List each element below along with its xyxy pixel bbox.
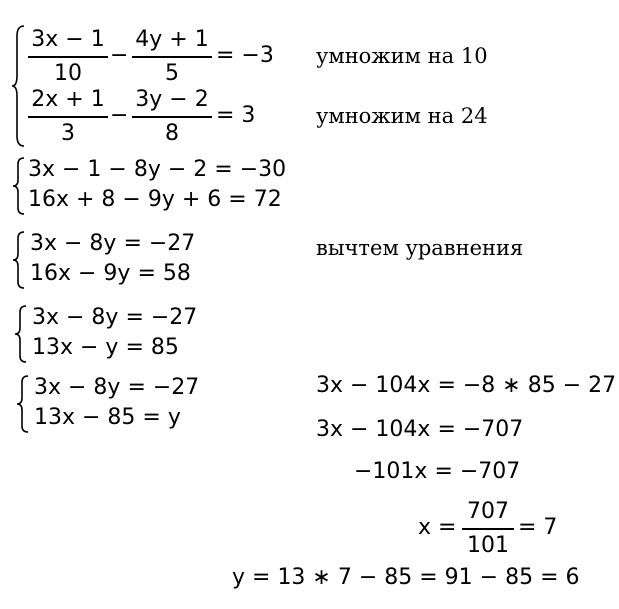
solution-step4-lhs: x = xyxy=(418,515,457,540)
solution-step2: 3x − 104x = −707 xyxy=(316,417,524,442)
fraction-numerator: 3x − 1 xyxy=(31,27,105,52)
system1-eq2-minus: − xyxy=(110,103,129,128)
system2-line1: 3x − 1 − 8y − 2 = −30 xyxy=(28,157,287,182)
system1-eq1-rhs: = −3 xyxy=(216,43,274,68)
fraction-denominator: 10 xyxy=(54,61,82,86)
fraction-bar xyxy=(462,528,514,530)
system3-line1: 3x − 8y = −27 xyxy=(30,231,196,256)
fraction-denominator: 101 xyxy=(467,533,509,558)
fraction-bar xyxy=(28,116,108,118)
fraction-bar xyxy=(28,56,108,58)
system3-note: вычтем уравнения xyxy=(316,236,524,260)
solution-step4-rhs: = 7 xyxy=(518,515,558,540)
system5-line2: 13x − 85 = y xyxy=(34,405,181,430)
system1-eq1-frac1 xyxy=(28,28,108,86)
system1-note1: умножим на 10 xyxy=(316,44,488,68)
system4-brace xyxy=(12,304,28,364)
fraction-denominator: 5 xyxy=(165,61,179,86)
system1-eq2-rhs: = 3 xyxy=(216,103,256,128)
fraction-bar xyxy=(132,116,212,118)
system5-brace xyxy=(14,374,30,434)
fraction-numerator: 3y − 2 xyxy=(135,87,209,112)
system1-eq1-frac2 xyxy=(132,28,212,86)
solution-step4-frac xyxy=(462,500,514,558)
system1-eq2-frac1 xyxy=(28,88,108,146)
fraction-numerator: 2x + 1 xyxy=(31,87,105,112)
system3-line2: 16x − 9y = 58 xyxy=(30,261,191,286)
solution-step5: y = 13 ∗ 7 − 85 = 91 − 85 = 6 xyxy=(232,565,580,590)
system3-brace xyxy=(10,230,26,290)
system2-brace xyxy=(10,156,26,216)
fraction-numerator: 4y + 1 xyxy=(135,27,209,52)
fraction-denominator: 3 xyxy=(61,121,75,146)
system1-note2: умножим на 24 xyxy=(316,104,488,128)
system1-brace xyxy=(10,24,26,148)
system5-line1: 3x − 8y = −27 xyxy=(34,375,200,400)
fraction-bar xyxy=(132,56,212,58)
system1-eq2-frac2 xyxy=(132,88,212,146)
system2-line2: 16x + 8 − 9y + 6 = 72 xyxy=(28,187,282,212)
solution-step1: 3x − 104x = −8 ∗ 85 − 27 xyxy=(316,373,617,398)
system4-line1: 3x − 8y = −27 xyxy=(32,305,198,330)
fraction-numerator: 707 xyxy=(467,499,509,524)
fraction-denominator: 8 xyxy=(165,121,179,146)
solution-step3: −101x = −707 xyxy=(354,459,521,484)
system4-line2: 13x − y = 85 xyxy=(32,335,179,360)
system1-eq1-minus: − xyxy=(110,43,129,68)
